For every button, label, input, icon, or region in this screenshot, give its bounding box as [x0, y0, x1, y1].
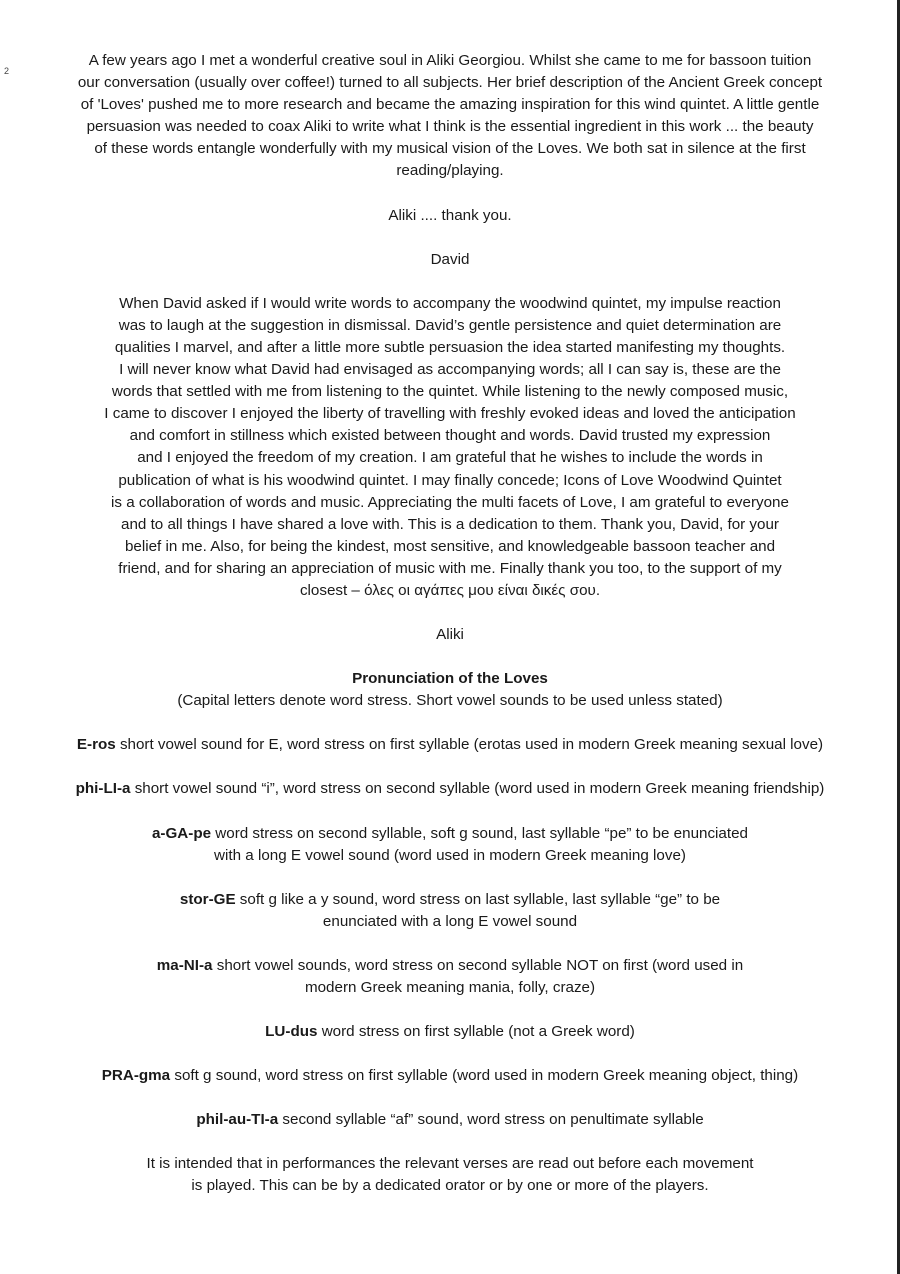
term: a-GA-pe [151, 824, 212, 842]
text-line: is played. This can be by a dedicated orator or by one or more of the players. [191, 1177, 709, 1195]
text-line: is a collaboration of words and music. Appreciating the multi facets of Love, I am grateful to everyone [111, 493, 789, 511]
term-description: word stress on second syllable, soft g sound, last syllable “pe” to be enunciated [211, 824, 748, 842]
document-body [22, 50, 878, 1198]
text-line: I came to discover I enjoyed the liberty of travelling with freshly evoked ideas and loved the anticipation [104, 405, 796, 423]
term-description: modern Greek meaning mania, folly, craze) [304, 979, 596, 996]
pronunciation-entry [22, 1021, 878, 1043]
text-line: When David asked if I would write words to accompany the woodwind quintet, my impulse reaction [119, 294, 781, 312]
section-subheading: (Capital letters denote word stress. Short vowel sounds to be used unless stated) [177, 692, 723, 710]
pronunciation-entry [22, 734, 878, 756]
text-line: our conversation (usually over coffee!) turned to all subjects. Her brief description of the Ancient Greek concept [77, 74, 823, 92]
composer-note [22, 50, 878, 183]
pronunciation-entry [22, 1109, 878, 1131]
performance-note [22, 1153, 878, 1197]
text-line: of these words entangle wonderfully with my musical vision of the Loves. We both sat in silence at the first [94, 140, 806, 158]
pronunciation-entry [22, 1065, 878, 1087]
text-line: publication of what is his woodwind quintet. I may finally concede; Icons of Love Woodwind Quintet [118, 471, 782, 489]
text-line: friend, and for sharing an appreciation of music with me. Finally thank you too, to the support of my [118, 559, 782, 577]
text-line: It is intended that in performances the relevant verses are read out before each movement [146, 1155, 754, 1173]
lyricist-note [22, 293, 878, 602]
term-description: second syllable “af” sound, word stress on penultimate syllable [278, 1111, 704, 1129]
term-description: short vowel sounds, word stress on second syllable NOT on first (word used in [212, 956, 744, 974]
text-line: and I enjoyed the freedom of my creation. I am grateful that he wishes to include the words in [137, 449, 763, 467]
term: ma-NI-a [156, 956, 213, 974]
text-line: closest – όλες οι αγάπες μου είναι δικές σου. [299, 581, 601, 599]
term: phi-LI-a [75, 780, 131, 798]
term-description: with a long E vowel sound (word used in modern Greek meaning love) [214, 846, 686, 864]
thanks-line: Aliki .... thank you. [388, 206, 512, 224]
page-number: 2 [4, 66, 10, 76]
text-line: was to laugh at the suggestion in dismissal. David’s gentle persistence and quiet determination are [118, 316, 782, 334]
term-description: enunciated with a long E vowel sound [322, 912, 578, 930]
pronunciation-section [22, 668, 878, 1153]
term-description: soft g sound, word stress on first syllable (word used in modern Greek meaning object, thing) [170, 1067, 799, 1085]
text-line: persuasion was needed to coax Aliki to write what I think is the essential ingredient in this work ... the beauty [86, 118, 814, 136]
term-description: soft g like a y sound, word stress on last syllable, last syllable “ge” to be [235, 890, 721, 908]
text-line: reading/playing. [396, 162, 504, 180]
term: E-ros [76, 736, 116, 754]
term-description: word stress on first syllable (not a Greek word) [317, 1023, 635, 1041]
term: stor-GE [179, 890, 236, 908]
term-description: short vowel sound for E, word stress on first syllable (erotas used in modern Greek meaning sexual love) [115, 736, 824, 754]
pronunciation-entry [22, 823, 878, 867]
text-line: qualities I marvel, and after a little more subtle persuasion the idea started manifesting my thoughts. [114, 338, 786, 356]
text-line: belief in me. Also, for being the kindest, most sensitive, and knowledgeable bassoon teacher and [124, 537, 776, 555]
term: PRA-gma [101, 1067, 171, 1085]
text-line: and to all things I have shared a love with. This is a dedication to them. Thank you, David, for your [121, 515, 779, 533]
term-description: short vowel sound “i”, word stress on second syllable (word used in modern Greek meaning friendship) [130, 780, 825, 798]
signature-aliki: Aliki [436, 626, 464, 644]
section-heading: Pronunciation of the Loves [352, 670, 548, 688]
term: phil-au-TI-a [196, 1111, 279, 1129]
text-line: words that settled with me from listening to the quintet. While listening to the newly composed music, [111, 383, 789, 401]
text-line: of 'Loves' pushed me to more research and became the amazing inspiration for this wind quintet. A little gentle [80, 96, 820, 114]
text-line: and comfort in stillness which existed between thought and words. David trusted my expression [129, 427, 771, 445]
term: LU-dus [265, 1023, 318, 1041]
pronunciation-entry [22, 955, 878, 999]
text-line: I will never know what David had envisaged as accompanying words; all I can say is, these are the [119, 361, 781, 379]
pronunciation-entry [22, 778, 878, 800]
text-line: A few years ago I met a wonderful creative soul in Aliki Georgiou. Whilst she came to me for bassoon tuition [88, 52, 812, 69]
signature-david: David [430, 250, 470, 268]
pronunciation-entry [22, 889, 878, 933]
